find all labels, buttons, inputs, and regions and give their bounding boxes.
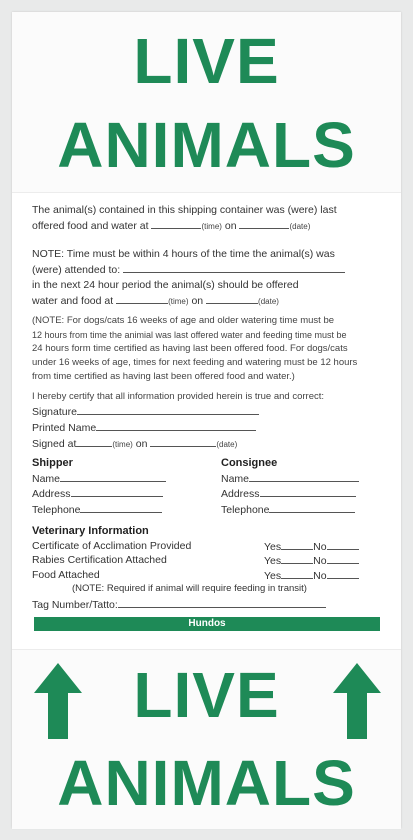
shipper-name-field[interactable] <box>60 471 166 482</box>
vet-row: Certificate of Acclimation Provided Yes No <box>32 539 388 554</box>
certification <box>32 390 388 452</box>
next-feeding-statement <box>32 247 388 309</box>
feeding-statement-line1: The animal(s) contained in this shipping container was (were) last <box>32 204 337 216</box>
tag-row: Tag Number/Tatto: <box>32 597 388 613</box>
next-date-field[interactable] <box>206 293 258 304</box>
shipper-address-field[interactable] <box>71 486 163 497</box>
printed-name-field[interactable] <box>96 420 256 431</box>
consignee-telephone-row: Telephone <box>221 502 391 518</box>
food-no-field[interactable] <box>327 568 359 579</box>
footer-title-animals: ANIMALS <box>57 747 356 819</box>
date-field[interactable] <box>239 218 289 229</box>
shipper-name-row: Name <box>32 471 202 487</box>
consignee-address-field[interactable] <box>260 486 356 497</box>
consignee-name-row: Name <box>221 471 391 487</box>
age-note <box>32 314 394 384</box>
signed-at-row: Signed at (time) on (date) <box>32 438 238 450</box>
veterinary-title: Veterinary Information <box>32 525 149 537</box>
signed-date-field[interactable] <box>150 436 216 447</box>
shipper-telephone-field[interactable] <box>80 502 162 513</box>
brand-bar: Hundos <box>34 617 380 631</box>
consignee-address-row: Address <box>221 486 391 502</box>
printed-name-row: Printed Name <box>32 420 388 436</box>
vet-row: Food Attached Yes No <box>32 568 388 583</box>
food-yes-field[interactable] <box>281 568 313 579</box>
signed-time-field[interactable] <box>76 436 112 447</box>
consignee-telephone-field[interactable] <box>269 502 355 513</box>
feeding-note: (NOTE: Required if animal will require feeding in transit) <box>72 583 307 594</box>
shipper-title: Shipper <box>32 457 73 469</box>
consignee-name-field[interactable] <box>249 471 359 482</box>
vet-row: Rabies Certification Attached Yes No <box>32 553 388 568</box>
next-feeding-line4: water and food at (time) on (date) <box>32 295 279 307</box>
certification-text: I hereby certify that all information provided herein is true and correct: <box>32 391 325 402</box>
feeding-statement <box>32 203 388 234</box>
next-time-field[interactable] <box>116 293 168 304</box>
consignee-section <box>221 456 391 517</box>
tag-number-field[interactable] <box>118 597 326 608</box>
shipper-section <box>32 456 202 517</box>
shipper-telephone-row: Telephone <box>32 502 202 518</box>
rabies-no-field[interactable] <box>327 553 359 564</box>
attended-to-field[interactable] <box>123 262 345 273</box>
age-note-line: 12 hours from time the animial was last offered water and feeding time must be <box>32 330 347 340</box>
consignee-title: Consignee <box>221 457 278 469</box>
time-field[interactable] <box>151 218 201 229</box>
next-feeding-line2: (were) attended to: <box>32 262 388 278</box>
rabies-yes-field[interactable] <box>281 553 313 564</box>
age-note-line: (NOTE: For dogs/cats 16 weeks of age and older watering time must be <box>32 315 335 326</box>
veterinary-section <box>32 524 388 612</box>
acclimation-yes-field[interactable] <box>281 539 313 550</box>
header-title-live: LIVE <box>133 25 280 97</box>
footer-title-live: LIVE <box>133 659 280 731</box>
next-feeding-line3: in the next 24 hour period the animal(s) should be offered <box>32 279 299 291</box>
signature-row: Signature <box>32 404 388 420</box>
feeding-statement-line2: offered food and water at (time) on (date) <box>32 220 311 232</box>
age-note-line: under 16 weeks of age, times for next feeding and watering must be 12 hours <box>32 357 358 368</box>
shipper-address-row: Address <box>32 486 202 502</box>
shipping-label <box>12 12 401 828</box>
age-note-line: from time certified as having last been offered food and water.) <box>32 371 295 382</box>
age-note-line: 24 hours form time certified as having last been offered food. For dogs/cats <box>32 343 348 354</box>
acclimation-no-field[interactable] <box>327 539 359 550</box>
header-title-animals: ANIMALS <box>57 109 356 181</box>
signature-field[interactable] <box>77 404 259 415</box>
next-feeding-line1: NOTE: Time must be within 4 hours of the time the animal(s) was <box>32 248 335 260</box>
